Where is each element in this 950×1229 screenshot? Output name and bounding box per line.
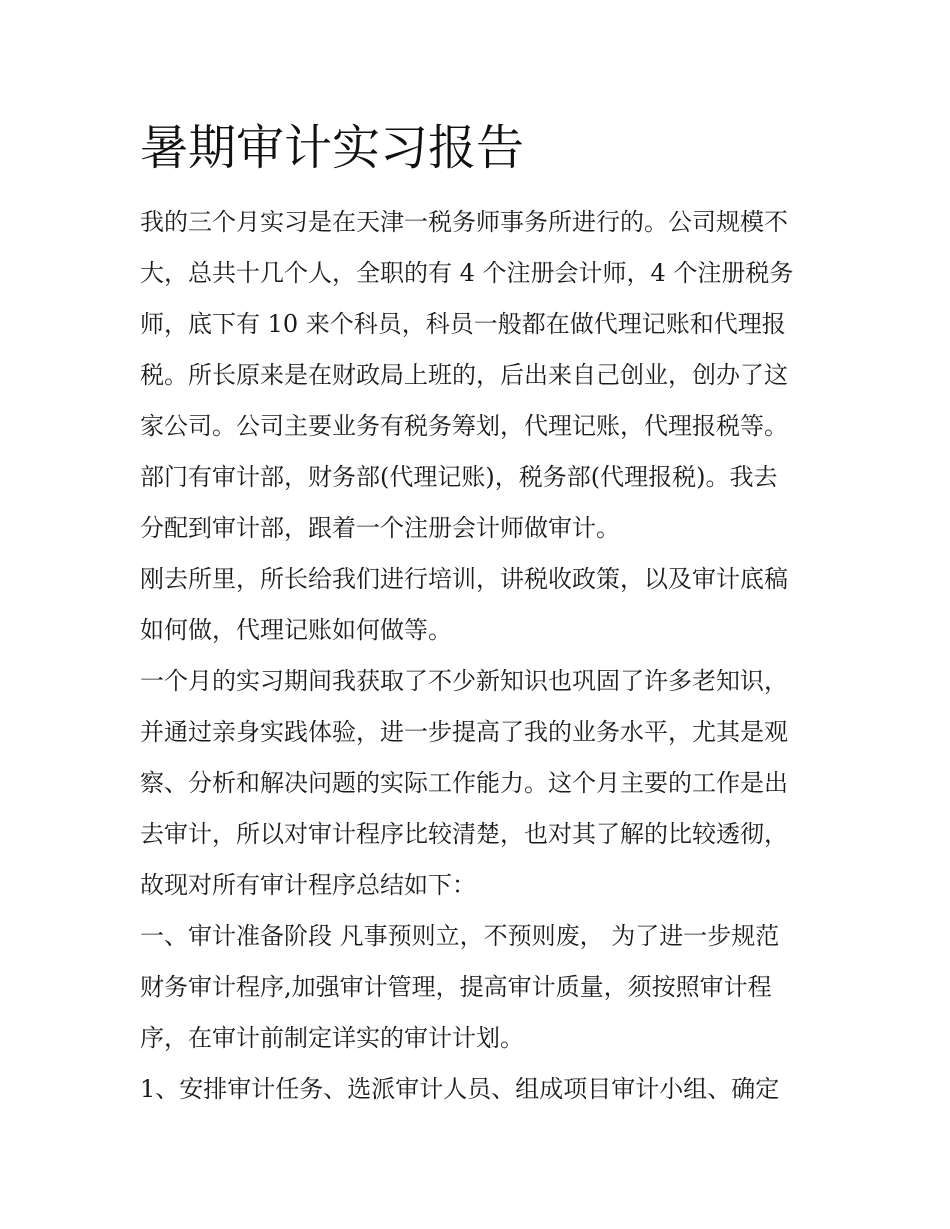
text-line: 去审计，所以对审计程序比较清楚，也对其了解的比较透彻，	[140, 820, 788, 848]
text-line: 1、安排审计任务、选派审计人员、组成项目审计小组、确定	[140, 1075, 780, 1103]
paragraph-training	[140, 554, 820, 656]
text-line: 大，总共十几个人，全职的有 4 个注册会计师，4 个注册税务	[140, 259, 794, 287]
text-line: 一个月的实习期间我获取了不少新知识也巩固了许多老知识，	[140, 667, 788, 695]
text-line: 财务审计程序,加强审计管理，提高审计质量，须按照审计程	[140, 973, 772, 1001]
text-line: 故现对所有审计程序总结如下：	[140, 871, 476, 899]
text-line: 并通过亲身实践体验，进一步提高了我的业务水平，尤其是观	[140, 718, 788, 746]
text-line: 一、审计准备阶段 凡事预则立，不预则废， 为了进一步规范	[140, 922, 780, 950]
paragraph-section-one	[140, 911, 820, 1064]
paragraph-item-one	[140, 1064, 820, 1115]
text-line: 序，在审计前制定详实的审计计划。	[140, 1024, 524, 1052]
text-line: 税。所长原来是在财政局上班的，后出来自己创业，创办了这	[140, 361, 788, 389]
text-line: 刚去所里，所长给我们进行培训，讲税收政策，以及审计底稿	[140, 565, 788, 593]
document-title: 暑期审计实习报告	[140, 120, 525, 176]
text-line: 部门有审计部，财务部(代理记账)，税务部(代理报税)。我去	[140, 463, 778, 491]
text-line: 师，底下有 10 来个科员，科员一般都在做代理记账和代理报	[140, 310, 786, 338]
text-line: 我的三个月实习是在天津一税务师事务所进行的。公司规模不	[140, 208, 788, 236]
paragraph-firm-intro	[140, 197, 820, 554]
document-body	[140, 197, 820, 1115]
text-line: 察、分析和解决问题的实际工作能力。这个月主要的工作是出	[140, 769, 788, 797]
text-line: 如何做，代理记账如何做等。	[140, 616, 452, 644]
text-line: 分配到审计部，跟着一个注册会计师做审计。	[140, 514, 620, 542]
text-line: 家公司。公司主要业务有税务筹划，代理记账，代理报税等。	[140, 412, 788, 440]
paragraph-summary	[140, 656, 820, 911]
